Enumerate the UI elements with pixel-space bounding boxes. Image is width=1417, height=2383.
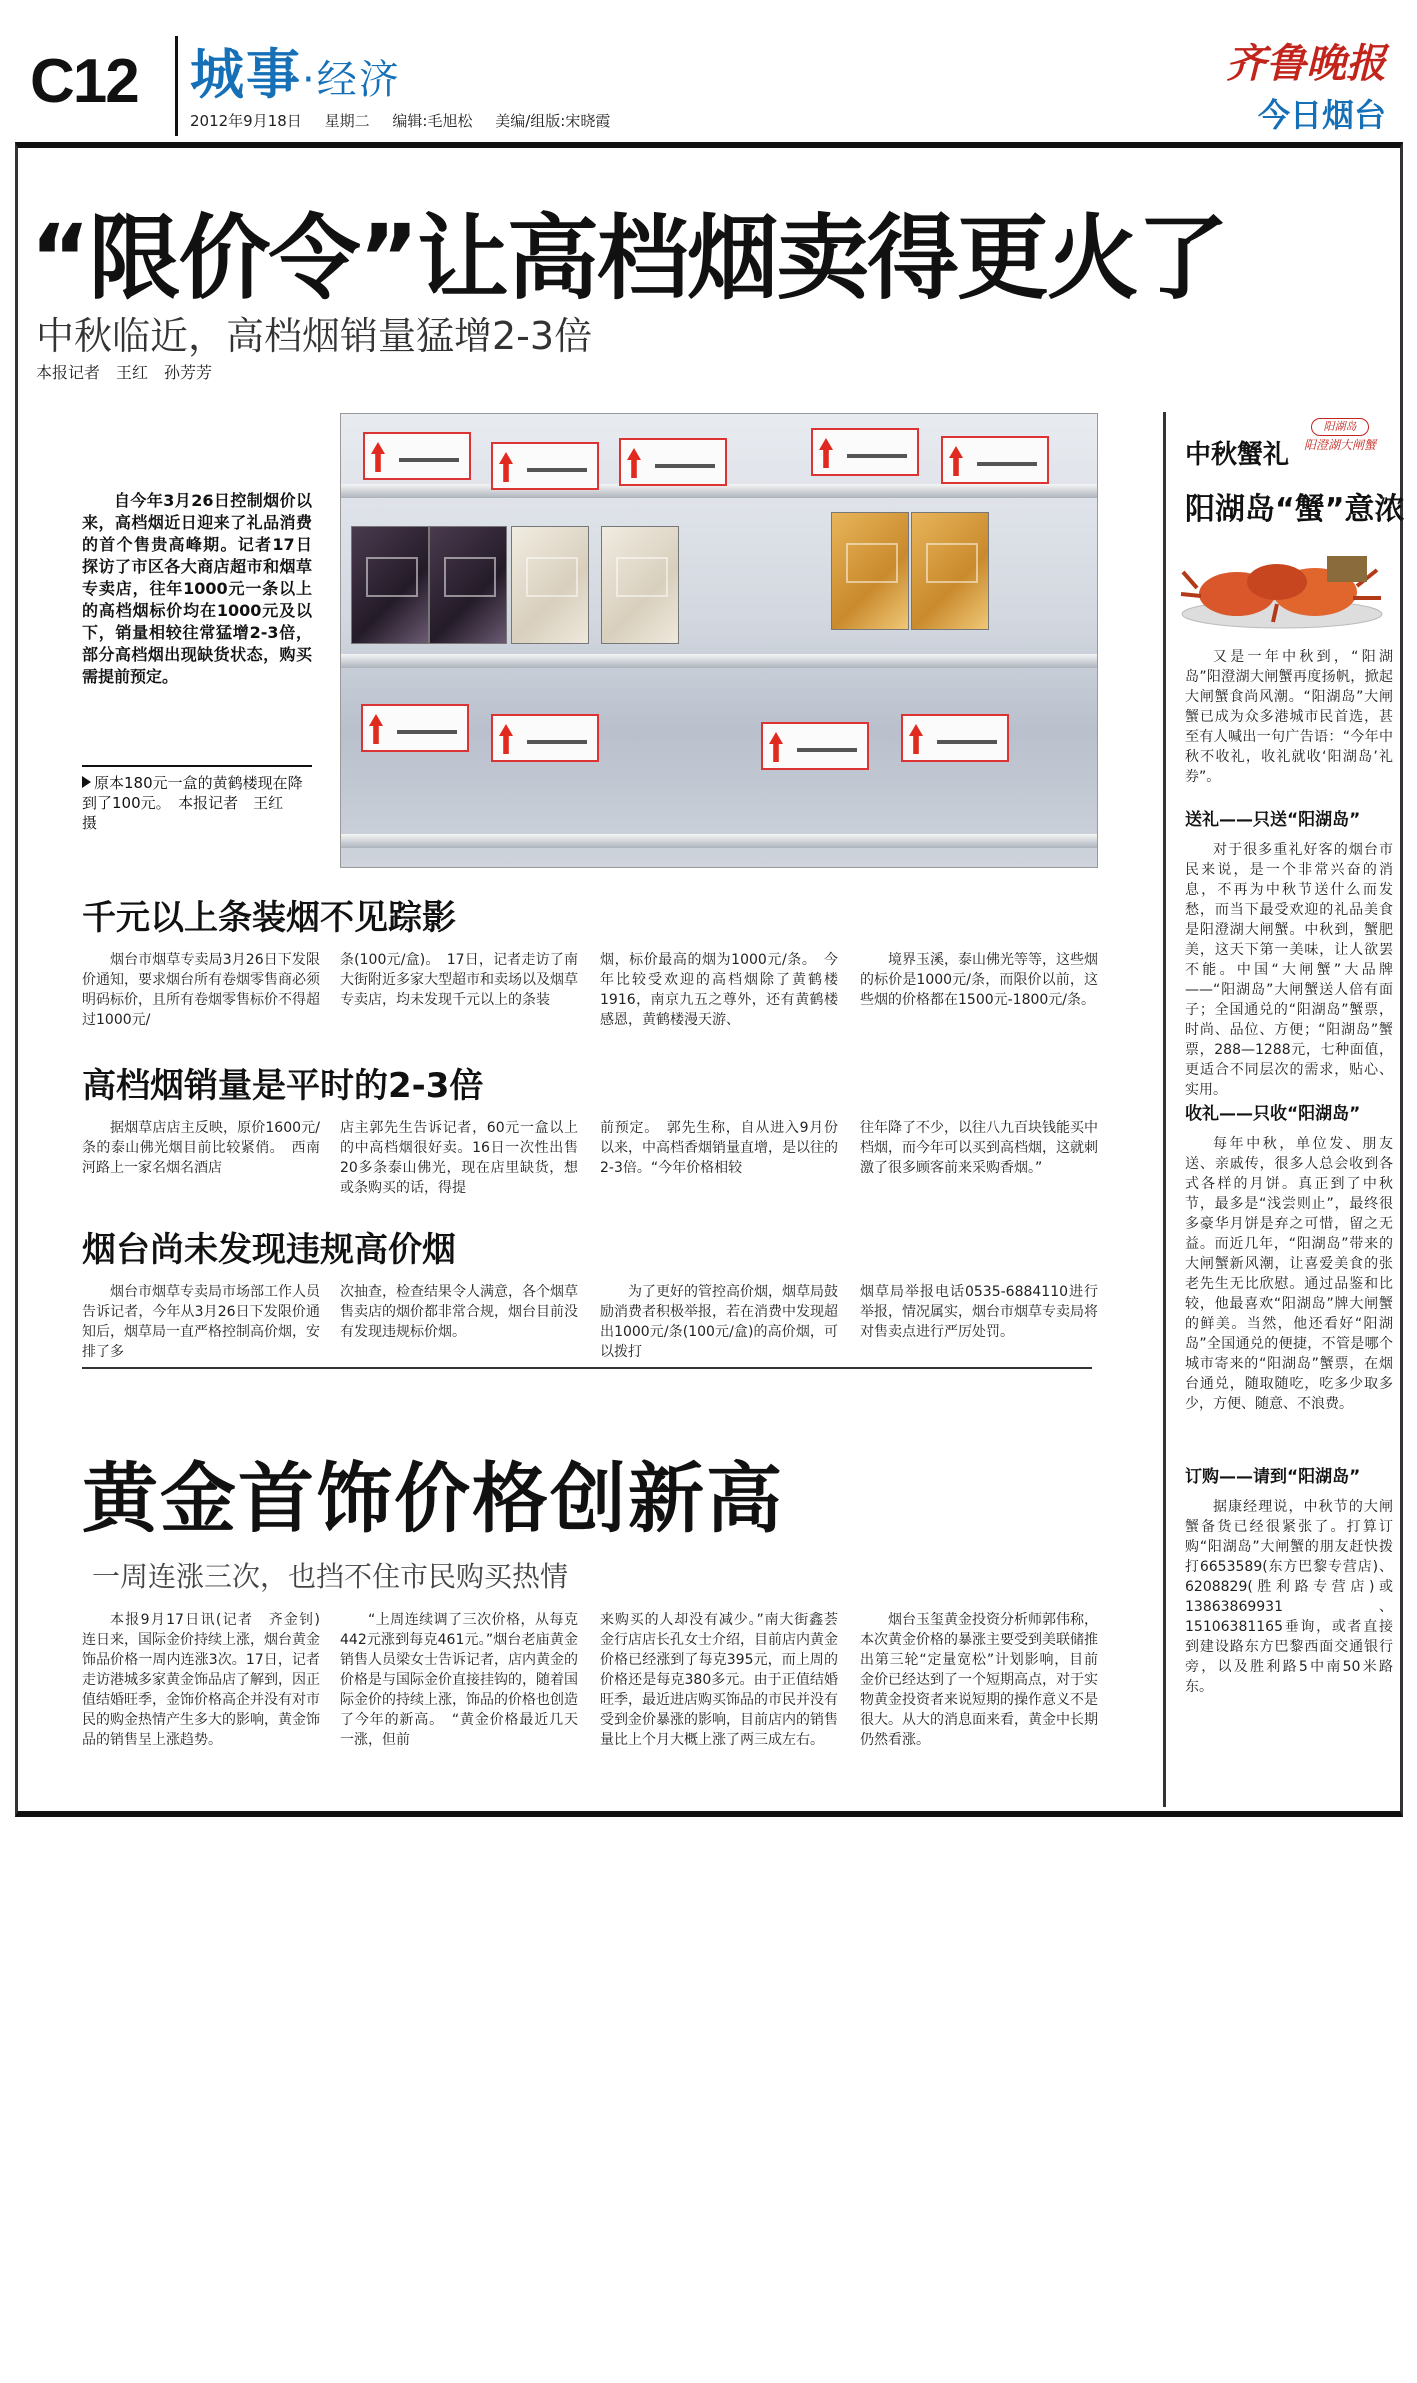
article1-section2-col4: 往年降了不少，以往八九百块钱能买中档烟，而今年可以买到高档烟，这就刺激了很多顾客前来采购香烟。”	[860, 1120, 1098, 1176]
photo-shelf	[341, 484, 1097, 498]
sidebar-heading: 订购——请到“阳湖岛”	[1185, 1467, 1361, 1487]
section-title	[190, 32, 401, 109]
article2-headline: 黄金首饰价格创新高	[82, 1454, 784, 1543]
sidebar-title: 中秋蟹礼	[1185, 440, 1290, 470]
sidebar-heading: 收礼——只收“阳湖岛”	[1185, 1104, 1361, 1124]
section-subname: ·经济	[302, 57, 401, 103]
article1-section2-col3: 前预定。 郭先生称，自从进入9月份以来，中高档香烟销量直增，是以往的2-3倍。“今年价格相较	[600, 1120, 838, 1176]
article2-col3: 来购买的人却没有减少。”南大街鑫荟金行店店长孔女士介绍，目前店内黄金价格已经涨到了每克395元，而上周的价格还是每克380多元。由于正值结婚旺季，最近进店购买饰品的市民并没有受到金价暴涨的影响，目前店内的销售量比上个月大概上涨了两三成左右。	[600, 1612, 838, 1748]
price-tag	[619, 438, 727, 486]
cigarette-pack	[601, 526, 679, 644]
article1-byline: 本报记者 王红 孙芳芳	[36, 363, 213, 382]
article1-section1-col2: 条(100元/盒)。 17日，记者走访了南大街附近多家大型超市和卖场以及烟草专卖店，均未发现千元以上的条装	[340, 952, 578, 1008]
issue-date: 2012年9月18日	[190, 112, 302, 130]
masthead	[30, 28, 1400, 138]
article2-col2: “上周连续调了三次价格，从每克442元涨到每克461元。”烟台老庙黄金销售人员梁女士告诉记者，店内黄金的价格是与国际金价直接挂钩的，随着国际金价的持续上涨，饰品的价格也创造了今年的新高。 “黄金价格最近几天一涨，但前	[340, 1612, 578, 1748]
section-name: 城事	[190, 43, 302, 106]
price-tag	[361, 704, 469, 752]
sidebar-text: 每年中秋，单位发、朋友送、亲戚传，很多人总会收到各式各样的月饼。真正到了中秋节，最多是“浅尝则止”，最终很多豪华月饼是弃之可惜，留之无益。而近几年，“阳湖岛”带来的大闸蟹新风潮，让喜爱美食的张老先生无比欣慰。通过品鉴和比较，他最喜欢“阳湖岛”牌大闸蟹的鲜美。当然，他还看好“阳湖岛”全国通兑的便捷，不管是哪个城市寄来的“阳湖岛”蟹票，在烟台通兑，随取随吃，吃多少取多少，方便、随意、不浪费。	[1185, 1136, 1393, 1412]
article1-section3-col2: 次抽查，检查结果令人满意，各个烟草售卖店的烟价都非常合规，烟台目前没有发现违规标价烟。	[340, 1284, 578, 1340]
masthead-divider	[175, 36, 178, 136]
price-tag	[491, 714, 599, 762]
article1-section-title: 高档烟销量是平时的2-3倍	[82, 1066, 484, 1106]
cigarette-pack	[429, 526, 507, 644]
cigarette-pack	[511, 526, 589, 644]
article2-col4: 烟台玉玺黄金投资分析师郭伟称，本次黄金价格的暴涨主要受到美联储推出第三轮“定量宽松”计划影响，目前金价已经达到了一个短期高点，对于实物黄金投资者来说短期的操作意义不是很大。从大的消息面来看，黄金中长期仍然看涨。	[860, 1612, 1098, 1748]
editor-credit: 编辑:毛旭松	[392, 112, 473, 130]
photo-shelf	[341, 834, 1097, 848]
photo-shelf	[341, 654, 1097, 668]
newspaper-logo: 齐鲁晚报	[1226, 40, 1386, 87]
article1-section3-col4: 烟草局举报电话0535-6884110进行举报，情况属实，烟台市烟草专卖局将对售卖点进行严厉处罚。	[860, 1284, 1098, 1340]
issue-info	[190, 110, 628, 131]
article2-subheadline: 一周连涨三次，也挡不住市民购买热情	[92, 1560, 569, 1593]
sidebar-heading: 送礼——只送“阳湖岛”	[1185, 810, 1361, 830]
page-number: C12	[30, 47, 138, 116]
caption-arrow-icon	[82, 776, 91, 788]
article2-col1: 本报9月17日讯(记者 齐金钊) 连日来，国际金价持续上涨，烟台黄金饰品价格一周内连涨3次。17日，记者走访港城多家黄金饰品店了解到，因正值结婚旺季，金饰价格高企并没有对市民的购金热情产生多大的影响，黄金饰品的销售呈上涨趋势。	[82, 1612, 334, 1748]
sidebar-rule	[1163, 412, 1166, 1807]
article1-section2-col1: 据烟草店店主反映，原价1600元/条的泰山佛光烟目前比较紧俏。 西南河路上一家名烟名酒店	[82, 1120, 320, 1176]
article1-section-title: 烟台尚未发现违规高价烟	[82, 1230, 456, 1270]
price-tag	[761, 722, 869, 770]
price-tag	[811, 428, 919, 476]
logo-badge: 阳湖岛	[1311, 418, 1369, 436]
article1-subheadline: 中秋临近，高档烟销量猛增2-3倍	[36, 314, 593, 358]
price-tag	[363, 432, 471, 480]
cigarette-pack	[351, 526, 429, 644]
article1-section1-col3: 烟，标价最高的烟为1000元/条。 今年比较受欢迎的高档烟除了黄鹤楼1916，南京九五之尊外，还有黄鹤楼感恩，黄鹤楼漫天游、	[600, 952, 838, 1028]
article1-section-title: 千元以上条装烟不见踪影	[82, 898, 456, 938]
sidebar-intro: 又是一年中秋到，“阳湖岛”阳澄湖大闸蟹再度扬帆，掀起大闸蟹食尚风潮。“阳湖岛”大闸蟹已成为众多港城市民首选，甚至有人喊出一句广告语：“今年中秋不收礼，收礼就收‘阳湖岛’礼券”。	[1185, 649, 1393, 785]
price-tag	[901, 714, 1009, 762]
issue-weekday: 星期二	[324, 112, 370, 130]
article1-section3-col3: 为了更好的管控高价烟，烟草局鼓励消费者积极举报，若在消费中发现超出1000元/条(100元/盒)的高价烟，可以拨打	[600, 1284, 838, 1360]
price-tag	[941, 436, 1049, 484]
sidebar-subtitle: 阳湖岛“蟹”意浓	[1185, 492, 1405, 527]
crab-dish-image	[1177, 542, 1387, 632]
article-divider	[82, 1367, 1092, 1369]
price-tag	[491, 442, 599, 490]
photo-caption-text: 原本180元一盒的黄鹤楼现在降到了100元。 本报记者 王红 摄	[82, 774, 303, 832]
sidebar-text: 据康经理说，中秋节的大闸蟹备货已经很紧张了。打算订购“阳湖岛”大闸蟹的朋友赶快拨打6653589(东方巴黎专营店)、6208829(胜利路专营店)或13863869931、15106381165垂询，或者直接到建设路东方巴黎西面交通银行旁，以及胜利路5中南50米路东。	[1185, 1499, 1393, 1695]
article1-section1-col4: 境界玉溪，泰山佛光等等，这些烟的标价是1000元/条，而限价以前，这些烟的价格都在1500元-1800元/条。	[860, 952, 1098, 1008]
logo-text: 阳澄湖大闸蟹	[1303, 438, 1376, 452]
designer-credit: 美编/组版:宋晓霞	[495, 112, 611, 130]
article1-headline: “限价令”让高档烟卖得更火了	[30, 205, 1227, 312]
sidebar-text: 对于很多重礼好客的烟台市民来说，是一个非常兴奋的消息，不再为中秋节送什么而发愁，而当下最受欢迎的礼品美食是阳澄湖大闸蟹。中秋到，蟹肥美，这天下第一美味，让人欲罢不能。中国“大闸蟹”大品牌——“阳湖岛”大闸蟹送人倍有面子；全国通兑的“阳湖岛”蟹票，时尚、品位、方便；“阳湖岛”蟹票，288—1288元，七种面值，更适合不同层次的需求，贴心、实用。	[1185, 842, 1393, 1098]
article1-section3-col1: 烟台市烟草专卖局市场部工作人员告诉记者，今年从3月26日下发限价通知后，烟草局一直严格控制高价烟，安排了多	[82, 1284, 320, 1360]
cigarette-pack	[831, 512, 909, 630]
cigarette-pack	[911, 512, 989, 630]
crab-advertorial-sidebar	[1163, 412, 1405, 1807]
photo-caption	[82, 765, 312, 833]
article1-intro: 自今年3月26日控制烟价以来，高档烟近日迎来了礼品消费的首个售贵高峰期。记者17日探访了市区各大商店超市和烟草专卖店，往年1000元一条以上的高档烟标价均在1000元及以下，销量相较往常猛增2-3倍，部分高档烟出现缺货状态，购买需提前预定。	[82, 491, 312, 686]
article1-section1-col1: 烟台市烟草专卖局3月26日下发限价通知，要求烟台所有卷烟零售商必须明码标价，且所有卷烟零售标价不得超过1000元/	[82, 952, 320, 1028]
edition-name: 今日烟台	[1257, 96, 1386, 134]
article1-section2-col2: 店主郭先生告诉记者，60元一盒以上的中高档烟很好卖。16日一次性出售20多条泰山佛光，现在店里缺货，想或条购买的话，得提	[340, 1120, 578, 1196]
cigarette-shelf-photo	[340, 413, 1098, 868]
yanghudao-logo	[1299, 418, 1381, 472]
